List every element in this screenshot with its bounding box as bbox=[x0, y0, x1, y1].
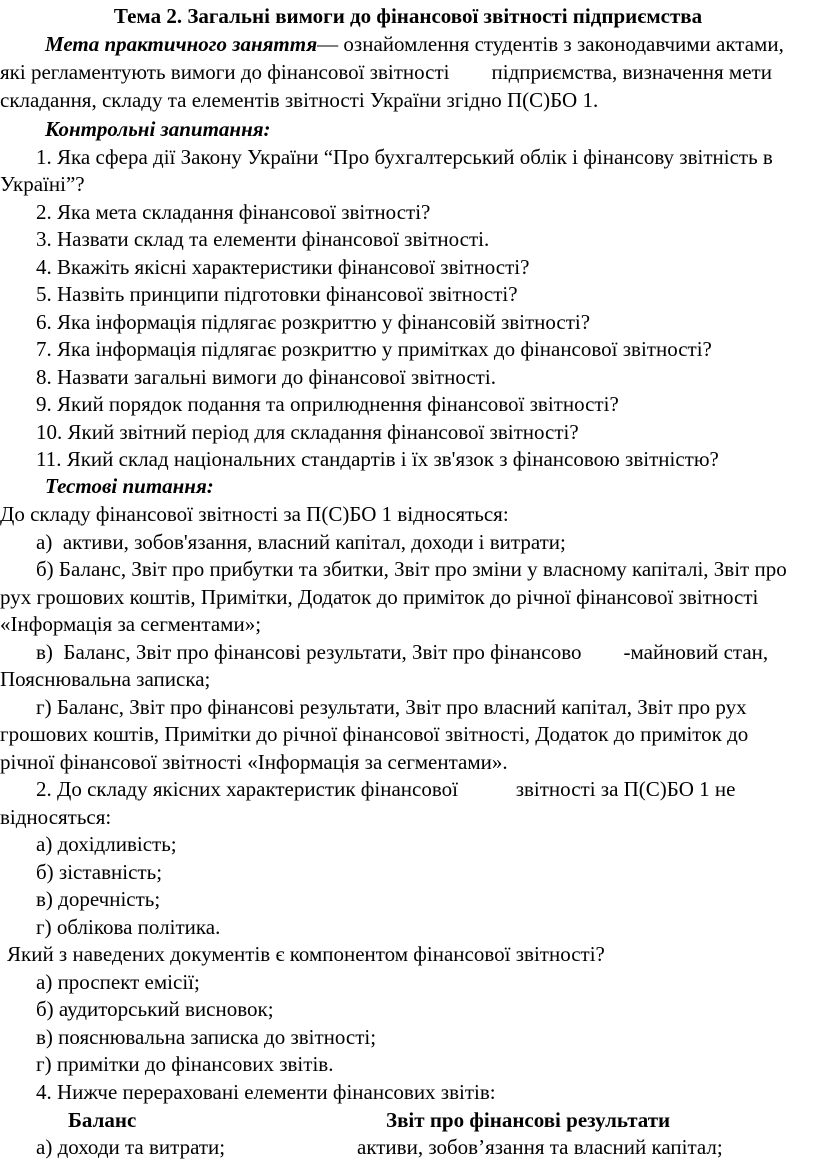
test-questions-heading: Тестові питання: bbox=[45, 474, 214, 498]
test-3-option-a: а) проспект емісії; bbox=[36, 970, 200, 994]
goal-text-1: — ознайомлення студентів з законодавчими актами, bbox=[317, 32, 784, 56]
test-1-option-b-line-3: «Інформація за сегментами»; bbox=[0, 612, 262, 636]
test-3-option-c: в) пояснювальна записка до звітності; bbox=[36, 1025, 377, 1049]
control-question-7: 7. Яка інформація підлягає розкриттю у примітках до фінансової звітності? bbox=[36, 337, 712, 361]
test-1-option-b-line-2: рух грошових коштів, Примітки, Додаток до приміток до річної фінансової звітності bbox=[0, 585, 759, 609]
control-question-4: 4. Вкажіть якісні характеристики фінансової звітності? bbox=[36, 255, 530, 279]
test-question-4: 4. Нижче перераховані елементи фінансових звітів: bbox=[36, 1080, 496, 1104]
test-1-option-b-line-1: б) Баланс, Звіт про прибутки та збитки, Звіт про зміни у власному капіталі, Звіт про bbox=[36, 557, 787, 581]
control-questions-heading: Контрольні запитання: bbox=[45, 117, 271, 141]
test-1-option-c-line-1: в) Баланс, Звіт про фінансові результати, Звіт про фінансово -майновий стан, bbox=[36, 640, 769, 664]
test-question-1: До складу фінансової звітності за П(С)БО 1 відносяться: bbox=[0, 502, 509, 526]
test-1-option-d-line-3: річної фінансової звітності «Інформація за сегментами». bbox=[0, 750, 508, 774]
control-question-10: 10. Який звітний період для складання фінансової звітності? bbox=[36, 420, 579, 444]
goal-label: Мета практичного заняття bbox=[45, 32, 318, 56]
control-question-3: 3. Назвати склад та елементи фінансової звітності. bbox=[36, 227, 490, 251]
test-4-row-a-left: а) доходи та витрати; bbox=[36, 1135, 226, 1159]
control-question-2: 2. Яка мета складання фінансової звітності? bbox=[36, 200, 431, 224]
goal-line-2: які регламентують вимоги до фінансової звітності підприємства, визначення мети bbox=[0, 60, 772, 84]
test-1-option-a: а) активи, зобов'язання, власний капітал, доходи і витрати; bbox=[36, 530, 566, 554]
test-3-option-d: г) примітки до фінансових звітів. bbox=[36, 1052, 334, 1076]
test-1-option-c-line-2: Пояснювальна записка; bbox=[0, 667, 211, 691]
control-question-9: 9. Який порядок подання та оприлюднення фінансової звітності? bbox=[36, 392, 619, 416]
test-question-2-line-1: 2. До складу якісних характеристик фінансової звітності за П(С)БО 1 не bbox=[36, 777, 736, 801]
goal-line-1 bbox=[45, 30, 784, 58]
control-question-1-line-2: Україні”? bbox=[0, 172, 85, 196]
test-2-option-c: в) доречність; bbox=[36, 887, 161, 911]
control-question-6: 6. Яка інформація підлягає розкриттю у фінансовій звітності? bbox=[36, 310, 591, 334]
test-2-option-d: г) облікова політика. bbox=[36, 915, 221, 939]
test-1-option-d-line-2: грошових коштів, Примітки до річної фінансової звітності, Додаток до приміток до bbox=[0, 722, 749, 746]
test-2-option-b: б) зіставність; bbox=[36, 860, 163, 884]
page-title: Тема 2. Загальні вимоги до фінансової звітності підприємства bbox=[113, 4, 703, 28]
test-1-option-d-line-1: г) Баланс, Звіт про фінансові результати, Звіт про власний капітал, Звіт про рух bbox=[36, 695, 747, 719]
control-question-8: 8. Назвати загальні вимоги до фінансової звітності. bbox=[36, 365, 496, 389]
test-3-option-b: б) аудиторський висновок; bbox=[36, 997, 274, 1021]
test-4-column-header-results: Звіт про фінансові результати bbox=[386, 1108, 671, 1132]
test-question-2-line-2: відносяться: bbox=[0, 805, 112, 829]
goal-line-3: складання, складу та елементів звітності України згідно П(С)БО 1. bbox=[0, 88, 599, 112]
test-4-row-a-right: активи, зобов’язання та власний капітал; bbox=[357, 1135, 723, 1159]
test-question-3: Який з наведених документів є компонентом фінансової звітності? bbox=[7, 942, 605, 966]
control-question-11: 11. Який склад національних стандартів і їх зв'язок з фінансовою звітністю? bbox=[36, 447, 719, 471]
test-2-option-a: а) дохідливість; bbox=[36, 832, 177, 856]
control-question-5: 5. Назвіть принципи підготовки фінансової звітності? bbox=[36, 282, 518, 306]
test-4-column-header-balance: Баланс bbox=[68, 1108, 137, 1132]
control-question-1-line-1: 1. Яка сфера дії Закону України “Про бухгалтерський облік і фінансову звітність в bbox=[36, 145, 773, 169]
